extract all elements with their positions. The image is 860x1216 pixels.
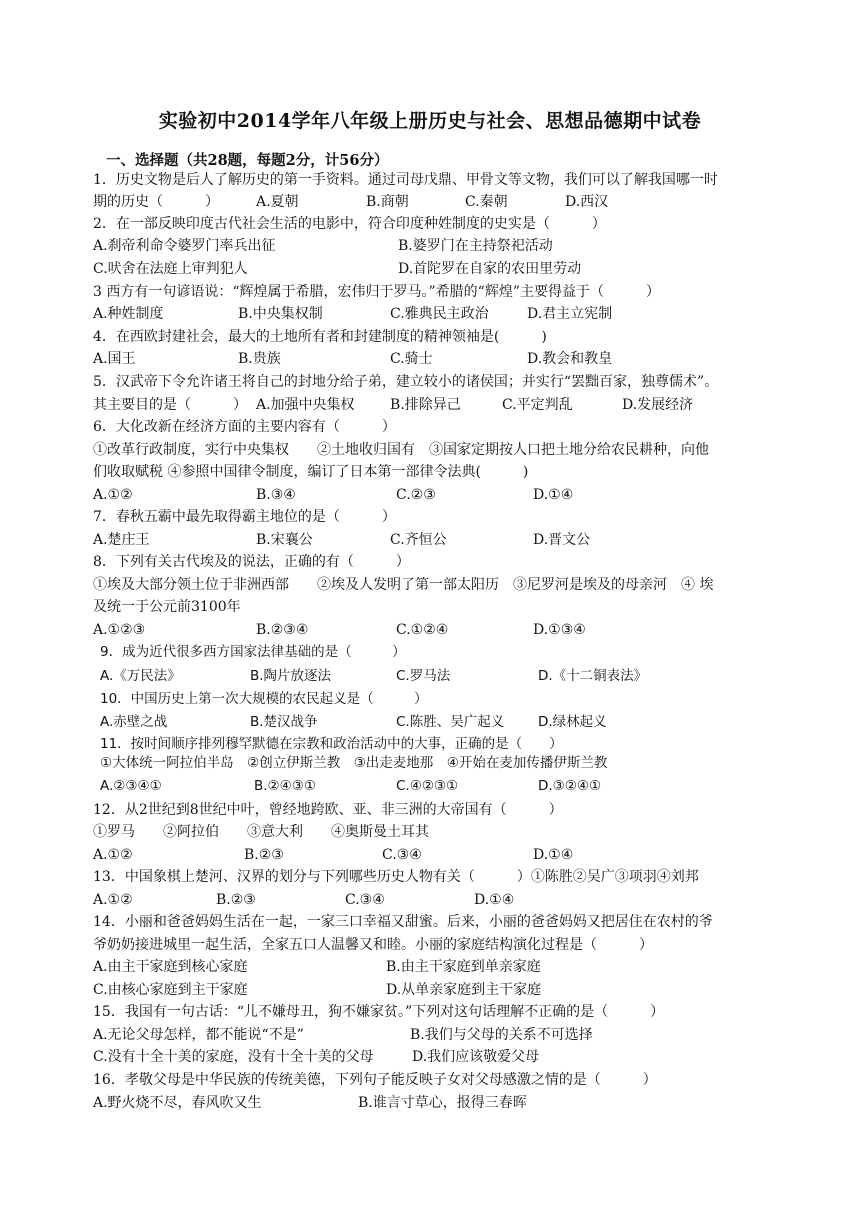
question-16-stem: 16．孝敬父母是中华民族的传统美德，下列句子能反映子女对父母感激之情的是（ ） [93,1072,657,1088]
question-7-option-c: C.齐恒公 [390,532,447,548]
question-12-option-d: D.①④ [533,847,574,863]
question-1-option-b: B.商朝 [366,194,409,210]
question-15-stem: 15．我国有一句古话：“儿不嫌母丑，狗不嫌家贫。”下列对这句话理解不正确的是（ ） [93,1004,665,1020]
question-13-option-c: C.③④ [345,892,385,908]
question-9-option-b: B.陶片放逐法 [250,668,332,684]
question-3-option-b: B.中央集权制 [238,306,323,322]
question-6-items: ①改革行政制度，实行中央集权 ②土地收归国有 ③国家定期按人口把土地分给农民耕种，向他 [93,442,709,458]
question-7-option-d: D.晋文公 [533,532,591,548]
question-14-stem-cont: 爷奶奶接进城里一起生活，全家五口人温馨又和睦。小丽的家庭结构演化过程是（ ） [93,937,653,953]
question-4-option-c: C.骑士 [390,351,433,367]
question-15-option-b: B.我们与父母的关系不可选择 [410,1027,593,1043]
question-2-option-c: C.吠舍在法庭上审判犯人 [93,261,248,277]
question-1-stem-cont: 期的历史（ ） [93,194,219,210]
question-1-option-d: D.西汉 [565,194,609,210]
question-12-option-b: B.②③ [244,847,284,863]
question-3-option-a: A.种姓制度 [93,306,164,322]
question-9-option-c: C.罗马法 [396,668,451,684]
question-3-stem: 3 西方有一句谚语说：“辉煌属于希腊，宏伟归于罗马。”希腊的“辉煌”主要得益于（ ） [93,284,660,300]
question-12-items: ①罗马 ②阿拉伯 ③意大利 ④奥斯曼土耳其 [93,824,429,840]
question-4-option-d: D.教会和教皇 [527,351,613,367]
question-13-option-b: B.②③ [216,892,256,908]
question-7-option-b: B.宋襄公 [256,532,313,548]
question-12-stem: 12．从2世纪到8世纪中叶，曾经地跨欧、亚、非三洲的大帝国有（ ） [93,802,563,818]
question-8-items-cont: 及统一于公元前3100年 [93,599,241,615]
question-5-option-d: D.发展经济 [622,397,694,413]
question-15-option-c: C.没有十全十美的家庭，没有十全十美的父母 [93,1049,374,1065]
question-1-stem: 1．历史文物是后人了解历史的第一手资料。通过司母戊鼎、甲骨文等文物，我们可以了解我国哪一时 [93,172,718,188]
question-3-option-c: C.雅典民主政治 [390,306,489,322]
exam-title: 实验初中2014学年八年级上册历史与社会、思想品德期中试卷 [158,110,702,132]
question-10-option-a: A.赤壁之战 [100,714,168,730]
question-10-option-b: B.楚汉战争 [250,714,318,730]
question-8-option-b: B.②③④ [256,622,309,638]
question-12-option-c: C.③④ [382,847,422,863]
question-9-stem: 9．成为近代很多西方国家法律基础的是（ ） [100,644,406,660]
question-11-option-a: A.②③④① [100,778,162,794]
question-16-option-b: B.谁言寸草心，报得三春晖 [358,1095,527,1111]
question-14-option-c: C.由核心家庭到主干家庭 [93,982,248,998]
section-heading: 一、选择题（共28题，每题2分，计56分） [106,152,389,169]
question-4-stem: 4．在西欧封建社会，最大的土地所有者和封建制度的精神领袖是( ) [93,329,547,345]
question-2-option-b: B.婆罗门在主持祭祀活动 [398,238,553,254]
question-15-option-a: A.无论父母怎样，都不能说“不是” [93,1027,304,1043]
question-8-option-c: C.①②④ [396,622,449,638]
question-6-option-a: A.①② [93,487,133,503]
question-10-stem: 10．中国历史上第一次大规模的农民起义是（ ） [100,691,428,707]
question-11-option-b: B.②④③① [254,778,316,794]
question-11-option-c: C.④②③① [396,778,459,794]
question-3-option-d: D.君主立宪制 [527,306,613,322]
question-1-option-c: C.秦朝 [465,194,508,210]
question-2-stem: 2．在一部反映印度古代社会生活的电影中，符合印度种姓制度的史实是（ ） [93,216,606,232]
question-1-option-a: A.夏朝 [256,194,299,210]
question-8-stem: 8．下列有关古代埃及的说法，正确的有（ ） [93,554,410,570]
question-16-option-a: A.野火烧不尽，春风吹又生 [93,1095,262,1111]
question-5-stem-cont: 其主要目的是（ ） [93,397,247,413]
question-8-items: ①埃及大部分领土位于非洲西部 ②埃及人发明了第一部太阳历 ③尼罗河是埃及的母亲河 ④ 埃 [93,577,714,593]
question-14-stem: 14．小丽和爸爸妈妈生活在一起，一家三口幸福又甜蜜。后来，小丽的爸爸妈妈又把居住在农村的爷 [93,914,713,930]
question-13-option-a: A.①② [93,892,133,908]
question-15-option-d: D.我们应该敬爱父母 [412,1049,540,1065]
question-10-option-c: C.陈胜、吴广起义 [396,714,505,730]
question-5-option-c: C.平定判乱 [502,397,573,413]
question-6-items-cont: 们收取赋税 ④参照中国律令制度，编订了日本第一部律令法典( ) [93,464,529,480]
question-8-option-a: A.①②③ [93,622,146,638]
question-2-option-a: A.刹帝利命令婆罗门率兵出征 [93,238,276,254]
question-5-option-b: B.排除异己 [390,397,461,413]
question-2-option-d: D.首陀罗在自家的农田里劳动 [398,261,582,277]
question-4-option-a: A.国王 [93,351,136,367]
question-4-option-b: B.贵族 [238,351,281,367]
question-8-option-d: D.①③④ [533,622,586,638]
question-9-option-a: A.《万民法》 [100,668,181,684]
question-12-option-a: A.①② [93,847,133,863]
question-5-stem: 5．汉武帝下令允许诸王将自己的封地分给子弟，建立较小的诸侯国；并实行“罢黜百家，独尊儒术”。 [93,374,719,390]
question-13-option-d: D.①④ [474,892,515,908]
question-7-stem: 7．春秋五霸中最先取得霸主地位的是（ ） [93,509,396,525]
question-11-items: ①大体统一阿拉伯半岛 ②创立伊斯兰教 ③出走麦地那 ④开始在麦加传播伊斯兰教 [100,755,608,771]
question-14-option-d: D.从单亲家庭到主干家庭 [386,982,542,998]
question-6-option-b: B.③④ [256,487,296,503]
question-6-option-c: C.②③ [396,487,436,503]
question-6-option-d: D.①④ [533,487,574,503]
question-10-option-d: D.绿林起义 [538,714,607,730]
question-6-stem: 6．大化改新在经济方面的主要内容有（ ） [93,419,396,435]
question-13-stem: 13．中国象棋上楚河、汉界的划分与下列哪些历史人物有关（ ）①陈胜②吴广③项羽④刘邦 [93,869,699,885]
question-5-option-a: A.加强中央集权 [256,397,355,413]
question-14-option-b: B.由主干家庭到单亲家庭 [386,959,541,975]
question-14-option-a: A.由主干家庭到核心家庭 [93,959,248,975]
question-7-option-a: A.楚庄王 [93,532,150,548]
question-11-option-d: D.③②④① [538,778,602,794]
question-9-option-d: D.《十二铜表法》 [538,668,648,684]
question-11-stem: 11．按时间顺序排列穆罕默德在宗教和政治活动中的大事，正确的是（ ） [100,736,563,752]
